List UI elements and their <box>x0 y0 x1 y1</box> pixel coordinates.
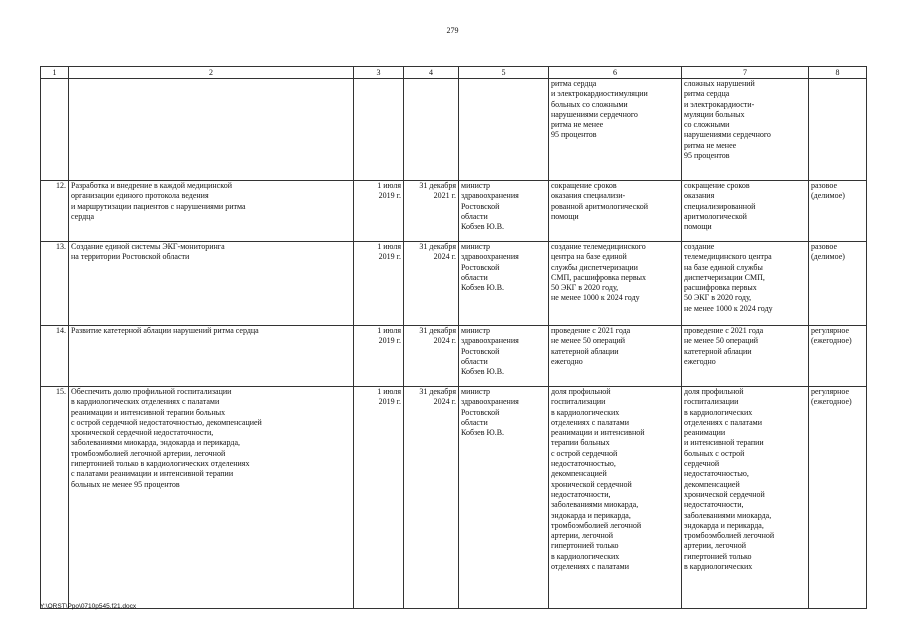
event-type <box>809 79 867 181</box>
column-header: 4 <box>404 67 459 79</box>
indicator-col7: сокращение сроков оказания специализированной аритмологической помощи <box>682 181 809 242</box>
indicator-col7: сложных нарушений ритма сердца и электрокардиости- муляции больных со сложными нарушениями сердечного ритма не менее 95 процентов <box>682 79 809 181</box>
responsible-person: министр здравоохранения Ростовской области Кобзев Ю.В. <box>459 181 549 242</box>
table-row <box>41 242 867 326</box>
event-type: регулярное (ежегодное) <box>809 387 867 609</box>
table-header-row <box>41 67 867 79</box>
start-date: 1 июля 2019 г. <box>354 326 404 387</box>
end-date: 31 декабря 2024 г. <box>404 326 459 387</box>
indicator-col7: создание телемедицинского центра на базе единой службы диспетчеризации СМП, расшифровка первых 50 ЭКГ в 2020 году, не менее 1000 к 2024 году <box>682 242 809 326</box>
indicator-col6: проведение с 2021 года не менее 50 операций катетерной аблации ежегодно <box>549 326 682 387</box>
start-date: 1 июля 2019 г. <box>354 387 404 609</box>
indicator-col6: сокращение сроков оказания специализи- рованной аритмологической помощи <box>549 181 682 242</box>
indicator-col6: ритма сердца и электрокардиостимуляции больных со сложными нарушениями сердечного ритма не менее 95 процентов <box>549 79 682 181</box>
indicator-col7: проведение с 2021 года не менее 50 операций катетерной аблации ежегодно <box>682 326 809 387</box>
row-number <box>41 79 69 181</box>
column-header: 5 <box>459 67 549 79</box>
row-number: 13. <box>41 242 69 326</box>
row-number: 12. <box>41 181 69 242</box>
task-description <box>69 79 354 181</box>
end-date: 31 декабря 2021 г. <box>404 181 459 242</box>
task-description: Обеспечить долю профильной госпитализации в кардиологических отделениях с палатами реанимации и интенсивной терапии больных с острой сердечной недостаточностью, декомпенсацией хронической сердечной недостаточности, заболеваниями миокарда, эндокарда и перикарда, тромбоэмболией легочной артерии, легочной гипертонией только в кардиологических отделениях с палатами реанимации и интенсивной терапии больных не менее 95 процентов <box>69 387 354 609</box>
indicator-col6: создание телемедицинского центра на базе единой службы диспетчеризации СМП, расшифровка первых 50 ЭКГ в 2020 году, не менее 1000 к 2024 году <box>549 242 682 326</box>
table-row <box>41 79 867 181</box>
column-header: 3 <box>354 67 404 79</box>
column-header: 2 <box>69 67 354 79</box>
table-row <box>41 387 867 609</box>
responsible-person <box>459 79 549 181</box>
event-type: регулярное (ежегодное) <box>809 326 867 387</box>
event-type: разовое (делимое) <box>809 242 867 326</box>
row-number: 15. <box>41 387 69 609</box>
table-row <box>41 326 867 387</box>
start-date: 1 июля 2019 г. <box>354 242 404 326</box>
page-number: 279 <box>446 26 459 35</box>
row-number: 14. <box>41 326 69 387</box>
responsible-person: министр здравоохранения Ростовской области Кобзев Ю.В. <box>459 242 549 326</box>
responsible-person: министр здравоохранения Ростовской области Кобзев Ю.В. <box>459 387 549 609</box>
task-description: Развитие катетерной аблации нарушений ритма сердца <box>69 326 354 387</box>
task-description: Создание единой системы ЭКГ-мониторинга на территории Ростовской области <box>69 242 354 326</box>
plan-table <box>40 66 867 609</box>
end-date <box>404 79 459 181</box>
indicator-col6: доля профильной госпитализации в кардиологических отделениях с палатами реанимации и интенсивной терапии больных с острой сердечной недостаточностью, декомпенсацией хронической сердечной недостаточности, заболеваниями миокарда, эндокарда и перикарда, тромбоэмболией легочной артерии, легочной гипертонией только в кардиологических отделениях с палатами <box>549 387 682 609</box>
column-header: 8 <box>809 67 867 79</box>
column-header: 1 <box>41 67 69 79</box>
start-date: 1 июля 2019 г. <box>354 181 404 242</box>
start-date <box>354 79 404 181</box>
end-date: 31 декабря 2024 г. <box>404 242 459 326</box>
task-description: Разработка и внедрение в каждой медицинской организации единого протокола ведения и маршрутизации пациентов с нарушениями ритма сердца <box>69 181 354 242</box>
column-header: 6 <box>549 67 682 79</box>
column-header: 7 <box>682 67 809 79</box>
end-date: 31 декабря 2024 г. <box>404 387 459 609</box>
responsible-person: министр здравоохранения Ростовской области Кобзев Ю.В. <box>459 326 549 387</box>
event-type: разовое (делимое) <box>809 181 867 242</box>
indicator-col7: доля профильной госпитализации в кардиологических отделениях с палатами реанимации и интенсивной терапии больных с острой сердечной недостаточностью, декомпенсацией хронической сердечной недостаточности, заболеваниями миокарда, эндокарда и перикарда, тромбоэмболией легочной артерии, легочной гипертонией только в кардиологических <box>682 387 809 609</box>
file-path-footer: Y:\ORST\Ppo\0710p545.f21.docx <box>40 603 137 610</box>
table-row <box>41 181 867 242</box>
